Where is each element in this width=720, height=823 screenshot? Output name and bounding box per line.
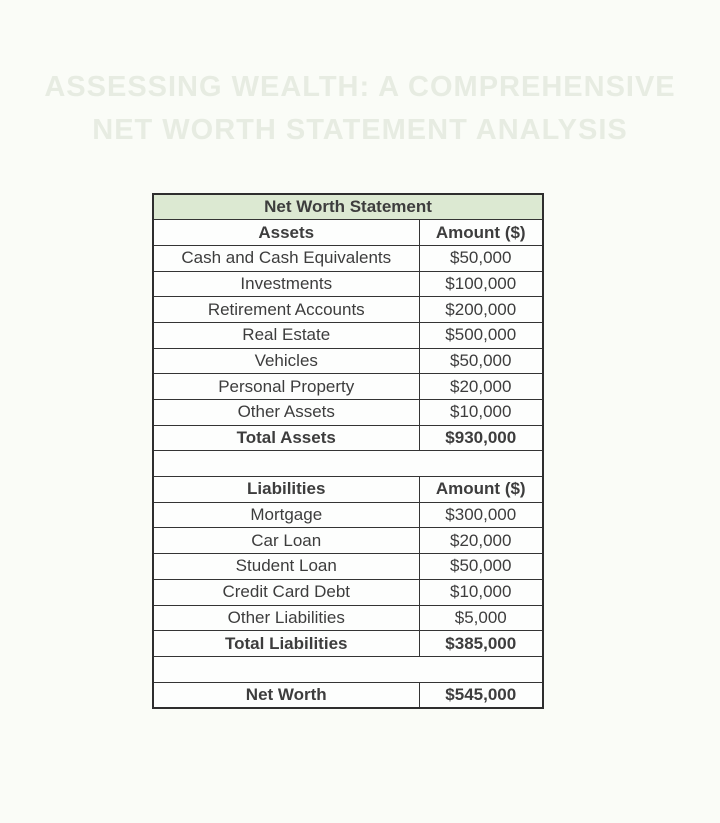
net-worth-label: Net Worth bbox=[153, 682, 419, 708]
total-liabilities-amount: $385,000 bbox=[419, 631, 543, 657]
liabilities-header-label: Liabilities bbox=[153, 477, 419, 503]
liability-amount: $50,000 bbox=[419, 554, 543, 580]
table-row bbox=[153, 245, 543, 271]
liability-amount: $20,000 bbox=[419, 528, 543, 554]
net-worth-row bbox=[153, 682, 543, 708]
assets-header-row bbox=[153, 220, 543, 246]
asset-amount: $500,000 bbox=[419, 322, 543, 348]
spacer-row bbox=[153, 451, 543, 477]
table-row bbox=[153, 348, 543, 374]
liability-amount: $300,000 bbox=[419, 502, 543, 528]
asset-label: Real Estate bbox=[153, 322, 419, 348]
asset-amount: $50,000 bbox=[419, 245, 543, 271]
table-row bbox=[153, 502, 543, 528]
assets-header-amount: Amount ($) bbox=[419, 220, 543, 246]
asset-amount: $10,000 bbox=[419, 400, 543, 426]
table-row bbox=[153, 297, 543, 323]
liability-label: Student Loan bbox=[153, 554, 419, 580]
total-liabilities-label: Total Liabilities bbox=[153, 631, 419, 657]
total-assets-label: Total Assets bbox=[153, 425, 419, 451]
page-title-line1: ASSESSING WEALTH: A COMPREHENSIVE bbox=[44, 71, 676, 103]
total-assets-row bbox=[153, 425, 543, 451]
page-title bbox=[0, 66, 720, 152]
asset-label: Other Assets bbox=[153, 400, 419, 426]
total-assets-amount: $930,000 bbox=[419, 425, 543, 451]
asset-amount: $20,000 bbox=[419, 374, 543, 400]
table-row bbox=[153, 579, 543, 605]
liability-label: Mortgage bbox=[153, 502, 419, 528]
table-title: Net Worth Statement bbox=[153, 194, 543, 220]
liabilities-header-amount: Amount ($) bbox=[419, 477, 543, 503]
asset-label: Cash and Cash Equivalents bbox=[153, 245, 419, 271]
liability-label: Car Loan bbox=[153, 528, 419, 554]
table-row bbox=[153, 322, 543, 348]
liability-amount: $5,000 bbox=[419, 605, 543, 631]
table-row bbox=[153, 528, 543, 554]
liability-label: Credit Card Debt bbox=[153, 579, 419, 605]
spacer-cell bbox=[153, 451, 543, 477]
spacer-cell bbox=[153, 656, 543, 682]
asset-amount: $100,000 bbox=[419, 271, 543, 297]
asset-label: Retirement Accounts bbox=[153, 297, 419, 323]
liability-label: Other Liabilities bbox=[153, 605, 419, 631]
spacer-row bbox=[153, 656, 543, 682]
asset-label: Personal Property bbox=[153, 374, 419, 400]
table-row bbox=[153, 374, 543, 400]
table-row bbox=[153, 400, 543, 426]
table-row bbox=[153, 271, 543, 297]
total-liabilities-row bbox=[153, 631, 543, 657]
asset-label: Investments bbox=[153, 271, 419, 297]
table-row bbox=[153, 554, 543, 580]
asset-label: Vehicles bbox=[153, 348, 419, 374]
table-row bbox=[153, 605, 543, 631]
net-worth-amount: $545,000 bbox=[419, 682, 543, 708]
assets-header-label: Assets bbox=[153, 220, 419, 246]
liability-amount: $10,000 bbox=[419, 579, 543, 605]
asset-amount: $200,000 bbox=[419, 297, 543, 323]
liabilities-header-row bbox=[153, 477, 543, 503]
asset-amount: $50,000 bbox=[419, 348, 543, 374]
net-worth-statement-table bbox=[152, 193, 544, 709]
table-title-row bbox=[153, 194, 543, 220]
page-title-line2: NET WORTH STATEMENT ANALYSIS bbox=[92, 114, 628, 146]
